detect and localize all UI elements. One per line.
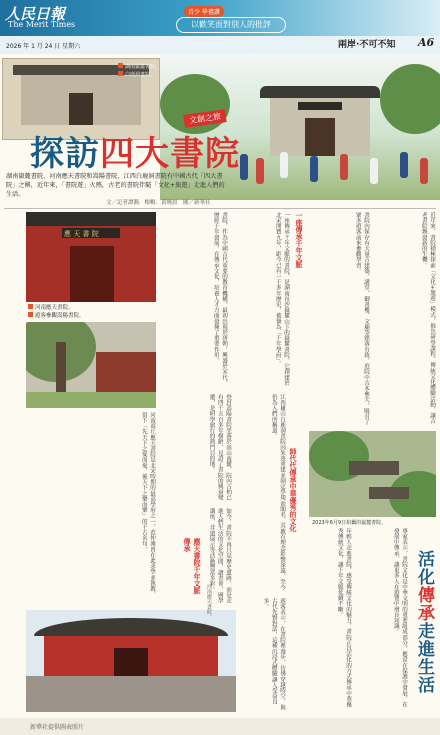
column-name: 兩岸·不可不知: [338, 40, 396, 50]
body-column: 一座傳承千年文脈的書院，是湖南長沙嶽麓山下的嶽麓書院。它創建於北宋開寶九年，距今已有一千多年歷史，被譽為「千年學府」。: [274, 212, 289, 386]
body-column: 如今，書院不再只是歷史遺跡，而是走進人們生活的文化空間，讀書會、國學講座、非遺展示等活動豐富多彩。: [208, 508, 231, 604]
roof-shape: [34, 618, 228, 636]
student-figure: [370, 158, 378, 184]
student-figure: [310, 156, 318, 182]
issue-date: 2026 年 1 月 24 日 星期六: [6, 43, 81, 50]
door-shape: [69, 93, 93, 125]
caption-text: 白鹿洞書院。: [125, 72, 156, 78]
student-figure: [340, 154, 348, 180]
bullet-icon: [118, 63, 123, 68]
title-part-highlight: 四大書院: [100, 134, 240, 174]
byline: 文／記者譚漸．楊暢．黃曉晨 圖／新華社: [106, 200, 211, 206]
gate-door: [305, 118, 335, 156]
newspaper-logo: 人民日報: [5, 5, 66, 23]
student-figure: [420, 158, 428, 184]
feature-title-highlight: 傳承: [414, 586, 434, 622]
door-shape: [70, 246, 114, 302]
feature-title: [412, 550, 437, 694]
newspaper-logo-english: The Merit Times: [8, 20, 76, 29]
body-column: 近年來，書院積極探索「文化+旅遊」模式，推出研學課程、傳統文化體驗活動，讓古老書院煥發新的生機。: [420, 212, 435, 424]
divider: [4, 208, 436, 209]
student-figure: [256, 158, 264, 184]
photo-caption: 2023年6月9日拍攝的嶽麓書院。: [312, 520, 387, 526]
caption-text: 湖南嶽麓書院。: [125, 64, 161, 70]
photo-yingtian-academy: [26, 212, 156, 302]
photo-captions-left: [28, 304, 85, 320]
photo-yingtian-hall: [26, 610, 236, 712]
header-tagline: 以歡笑面對別人的批評: [176, 17, 286, 33]
bullet-icon: [118, 71, 123, 76]
body-column: 遊客表示，在書院裡漫步，彷彿穿越時空，與古代先賢對話，這種沉浸式體驗讓人受益良多。: [262, 598, 285, 710]
tree-shape: [380, 64, 440, 134]
caption-text: 遊客參觀嵩陽書院。: [35, 313, 85, 319]
bullet-icon: [28, 304, 33, 309]
roof-shape: [349, 461, 399, 475]
base-shape: [26, 676, 236, 712]
door-shape: [114, 648, 148, 676]
body-column: 江西廬山白鹿洞書院因朱熹重建並制定學規而聞名，其教育理念影響深遠，至今仍為人們所稱道。: [270, 394, 285, 590]
ground-shape: [26, 392, 156, 408]
inset-photo-captions: [118, 63, 160, 79]
sub-tag: 文創之旅: [183, 109, 226, 128]
student-figure: [280, 152, 288, 178]
photo-yuelu-aerial: [309, 431, 436, 517]
gate-plaque: [298, 102, 342, 110]
page-number: A6: [418, 36, 435, 49]
plaque-text: 應 天 書 院: [64, 230, 99, 238]
body-column: 書院，作為中國古代重要的教育機構，最初出現於唐朝，興盛於宋代，歷經千年發展，在傳承文化、培養人才方面發揮了重要作用。: [212, 212, 227, 386]
caption-text: 河南應天書院。: [35, 305, 74, 311]
student-figure: [240, 154, 248, 180]
article-lead: 湖南嶽麓書院、河南應天書院和嵩陽書院、江西白鹿洞書院有中國古代「四大書院」之稱，近年來，「書院遊」火熱，古老的書院伴隨「文化+旅遊」走進人們的生活。: [6, 173, 225, 198]
feature-title-part: 走進生活: [414, 622, 434, 694]
gate-roof: [260, 86, 380, 98]
photo-caption: 河南應天書院。: [206, 584, 212, 619]
building-shape: [96, 352, 156, 392]
body-column: 登封嵩陽書院坐落於嵩山南麓，院內古柏已有四千五百多年樹齡，見證了書院的興衰變遷，是研學旅行的熱門目的地。: [208, 394, 231, 501]
photo-songyang-academy: [26, 322, 156, 408]
section-heading: 應天書院千年文脈傳承: [183, 538, 201, 594]
roof-shape: [26, 212, 156, 226]
roof-shape: [369, 487, 409, 499]
section-heading: 師代代傳承中華優秀的文化: [289, 448, 297, 532]
bullet-icon: [28, 312, 33, 317]
section-heading: 一座傳承千年文脈: [295, 212, 303, 268]
feature-title-part: 活化: [414, 550, 434, 586]
footer-credit: 新華社提供圖表照片: [30, 724, 85, 731]
body-column: 專家表示，書院文化是中華文明的重要組成部分，應當在保護中發展、在發展中傳承，讓更多人在遊覽中增長知識。: [392, 528, 407, 708]
body-column: 年輕人走進書院，感受傳統文化的魅力，書院正以活化的方式傳承中華優秀傳統文化，讓千年文脈延續不斷。: [336, 528, 351, 708]
masthead: [0, 0, 440, 54]
title-part: 探訪: [30, 134, 100, 174]
body-column: 河南商丘應天書院是北宋時期的最高學府之一，范仲淹曾在此求學並執教，留下「先天下之憂而憂，後天下之樂而樂」的千古名句。: [140, 412, 155, 597]
article-title: [30, 126, 240, 175]
student-figure: [400, 152, 408, 178]
body-column: 書院內保存有大量古建築，講堂、御書樓、文廟等錯落有致，庭院中古木參天，吸引了眾多遊客前來參觀學習。: [354, 212, 369, 425]
section-pill: 青少 學禮讚: [184, 6, 224, 17]
